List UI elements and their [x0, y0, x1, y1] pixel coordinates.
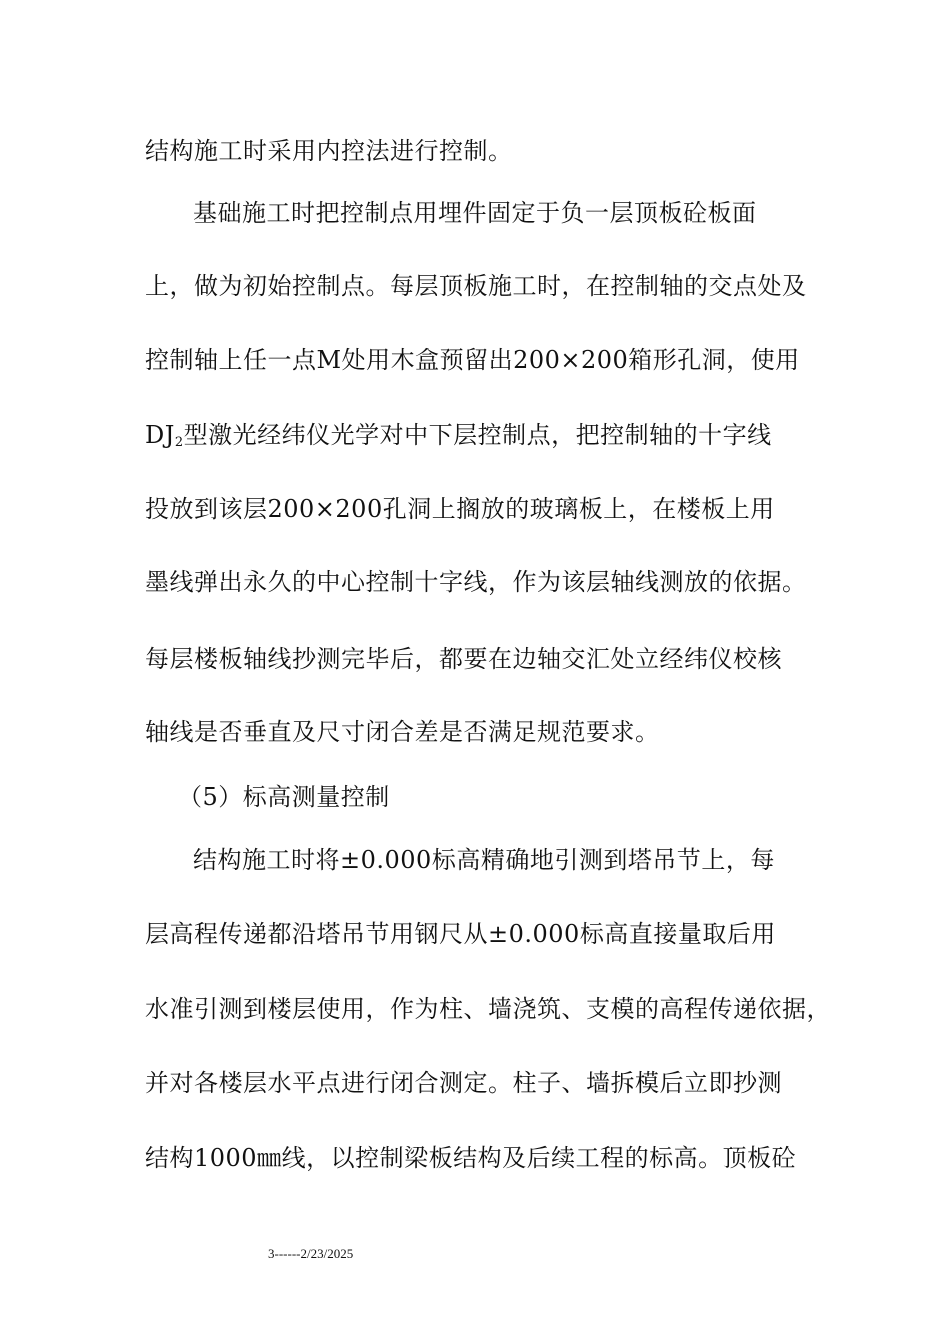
text-line: 投放到该层200×200孔洞上搁放的玻璃板上，在楼板上用 — [145, 495, 775, 523]
instrument-subscript: 2 — [174, 435, 184, 450]
text-line-with-subscript — [145, 420, 772, 458]
text-line: 墨线弹出永久的中心控制十字线，作为该层轴线测放的依据。 — [145, 568, 807, 596]
text-line: 轴线是否垂直及尺寸闭合差是否满足规范要求。 — [145, 718, 660, 746]
text-line: 层高程传递都沿塔吊节用钢尺从±0.000标高直接量取后用 — [145, 920, 776, 948]
paragraph-start-line: 基础施工时把控制点用埋件固定于负一层顶板砼板面 — [193, 199, 757, 227]
page-footer: 3------2/23/2025 — [268, 1246, 354, 1261]
text-line-remainder: 型激光经纬仪光学对中下层控制点，把控制轴的十字线 — [183, 421, 772, 449]
text-line: 水准引测到楼层使用，作为柱、墙浇筑、支模的高程传递依据， — [145, 995, 831, 1023]
section-heading: （5）标高测量控制 — [178, 783, 390, 811]
text-line: 控制轴上任一点M处用木盒预留出200×200箱形孔洞，使用 — [145, 346, 800, 374]
text-line: 结构施工时采用内控法进行控制。 — [145, 137, 513, 165]
text-line: 每层楼板轴线抄测完毕后，都要在边轴交汇处立经纬仪校核 — [145, 645, 782, 673]
paragraph-start-line: 结构施工时将±0.000标高精确地引测到塔吊节上，每 — [193, 846, 775, 874]
text-line: 上，做为初始控制点。每层顶板施工时，在控制轴的交点处及 — [145, 272, 807, 300]
text-line: 并对各楼层水平点进行闭合测定。柱子、墙拆模后立即抄测 — [145, 1069, 782, 1097]
instrument-model: DJ — [145, 421, 175, 449]
text-line: 结构1000㎜线，以控制梁板结构及后续工程的标高。顶板砼 — [145, 1144, 797, 1172]
